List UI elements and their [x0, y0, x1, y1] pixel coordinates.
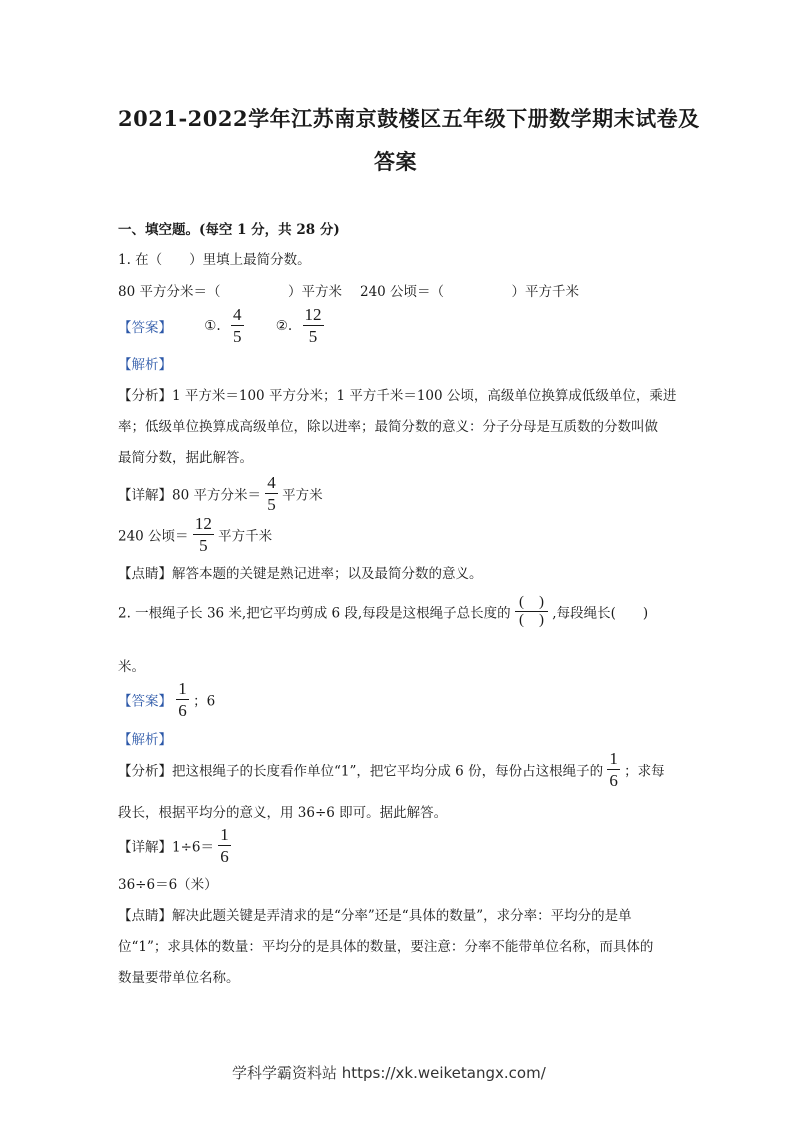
- q2-blank-fraction: [515, 594, 548, 629]
- answer-marker-1: ①.: [204, 317, 221, 334]
- fraction-numerator: 1: [178, 679, 187, 698]
- q2-stem-line2: 米。: [118, 659, 145, 675]
- xiangjie-tag: 【详解】: [118, 487, 172, 504]
- dianjing-text: 解答本题的关键是熟记进率；以及最简分数的意义。: [172, 566, 483, 582]
- fenxi-text-tail: ；求每: [624, 763, 665, 780]
- xiangjie-tag: 【详解】: [118, 839, 172, 856]
- fraction-denominator: ( ): [518, 612, 544, 628]
- q1-fenxi-line3: 最简分数，据此解答。: [118, 450, 253, 466]
- doc-title-line2: 答案: [374, 149, 417, 174]
- q2-analysis-tag: 【解析】: [118, 732, 172, 748]
- q2-xiangjie-line1: [118, 826, 231, 865]
- dianjing-tag: 【点睛】: [118, 908, 172, 924]
- q2-stem-tail: ,每段绳长( ): [552, 605, 649, 622]
- q2-fenxi-line2: 段长，根据平均分的意义，用 36÷6 即可。据此解答。: [118, 805, 448, 821]
- answer-text: ；6: [193, 693, 216, 710]
- fraction-denominator: 5: [267, 495, 276, 514]
- q2-dianjing-line1: [118, 904, 632, 924]
- q2-stem-text: 2. 一根绳子长 36 米,把它平均剪成 6 段,每段是这根绳子总长度的: [118, 605, 511, 622]
- xiangjie-text: 1÷6＝: [172, 839, 214, 856]
- xiangjie-fraction: [218, 826, 231, 865]
- answer-tag: 【答案】: [118, 319, 172, 336]
- fraction-denominator: 6: [609, 771, 618, 790]
- fraction-numerator: ( ): [515, 594, 548, 612]
- q1-analysis-tag: 【解析】: [118, 357, 172, 373]
- xiangjie-unit: 平方千米: [218, 528, 273, 545]
- fraction-numerator: 1: [609, 749, 618, 768]
- xiangjie-fraction: [193, 515, 214, 554]
- answer-fraction-1: [231, 306, 244, 345]
- answer-marker-2: ②.: [275, 317, 293, 334]
- fraction-denominator: 5: [308, 327, 318, 346]
- fenxi-text: 把这根绳子的长度看作单位“1”，把它平均分成 6 份，每份占这根绳子的: [172, 763, 604, 780]
- section-heading: 一、填空题。(每空 1 分，共 28 分): [118, 222, 340, 238]
- fraction-denominator: 6: [220, 847, 229, 866]
- fraction-denominator: 5: [233, 327, 242, 346]
- q1-item-b: 240 公顷＝（ ）平方千米: [360, 284, 580, 300]
- xiangjie-text: 80 平方分米＝: [172, 487, 261, 504]
- q1-xiangjie-line1: [118, 474, 323, 513]
- q1-fenxi-line2: 率；低级单位换算成高级单位，除以进率；最简分数的意义：分子分母是互质数的分数叫做: [118, 419, 658, 435]
- dianjing-tag: 【点睛】: [118, 566, 172, 582]
- q1-stem: 1. 在（ ）里填上最简分数。: [118, 252, 311, 268]
- fraction-denominator: 6: [178, 701, 187, 720]
- q2-fenxi-line1: [118, 750, 665, 789]
- xiangjie-unit: 平方米: [282, 487, 323, 504]
- answer-fraction-2: [303, 306, 324, 345]
- fraction-numerator: 4: [233, 305, 242, 324]
- q2-answer-row: [118, 680, 215, 719]
- fraction-numerator: 12: [194, 514, 212, 533]
- fraction-denominator: 5: [199, 536, 208, 555]
- fraction-numerator: 12: [304, 305, 322, 324]
- answer-tag: 【答案】: [118, 693, 172, 710]
- q2-dianjing-line3: 数量要带单位名称。: [118, 970, 240, 986]
- answer-fraction: [176, 680, 189, 719]
- q1-xiangjie-line2: [118, 515, 272, 554]
- xiangjie-fraction: [265, 474, 278, 513]
- fenxi-text: 1 平方米＝100 平方分米；1 平方千米＝100 公顷，高级单位换算成低级单位，乘进: [172, 388, 677, 404]
- q2-stem: [118, 594, 648, 629]
- q1-item-a: 80 平方分米＝（ ）平方米: [118, 284, 342, 300]
- xiangjie-text: 240 公顷＝: [118, 528, 189, 545]
- fenxi-tag: 【分析】: [118, 388, 172, 404]
- dianjing-text: 解决此题关键是弄清求的是“分率”还是“具体的数量”，求分率：平均分的是单: [172, 908, 632, 924]
- fenxi-fraction: [607, 750, 620, 789]
- fraction-numerator: 4: [267, 473, 276, 492]
- q1-dianjing: [118, 562, 483, 582]
- q2-dianjing-line2: 位“1”；求具体的数量：平均分的是具体的数量，要注意：分率不能带单位名称，而具体的: [118, 939, 654, 955]
- q1-answer-row: [118, 306, 324, 345]
- doc-title-line1: 2021-2022学年江苏南京鼓楼区五年级下册数学期末试卷及: [118, 106, 700, 131]
- fenxi-tag: 【分析】: [118, 763, 172, 780]
- q2-xiangjie-line2: 36÷6＝6（米）: [118, 877, 218, 893]
- footer-watermark: 学科学霸资料站 https://xk.weiketangx.com/: [232, 1064, 546, 1082]
- fraction-numerator: 1: [220, 825, 229, 844]
- q1-fenxi-line1: [118, 384, 676, 404]
